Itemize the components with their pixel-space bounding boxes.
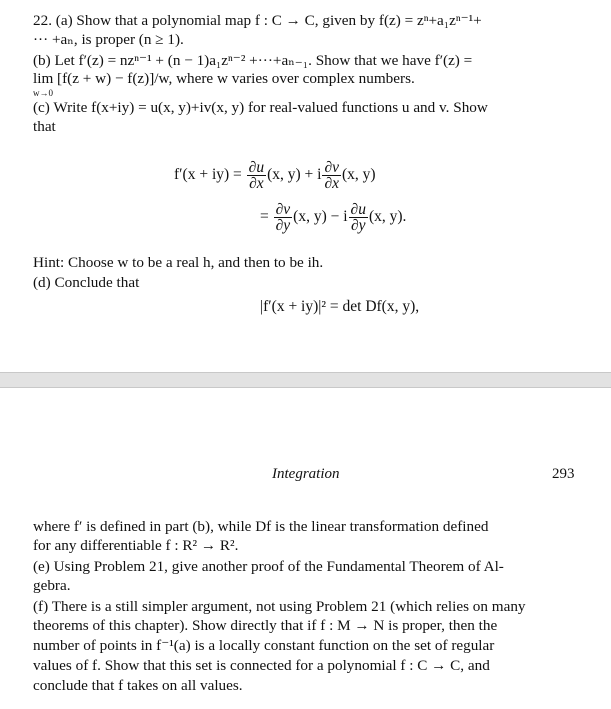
- frac-dv-dx: [322, 160, 341, 191]
- eq1-lhs: f′(x + iy) =: [174, 166, 242, 184]
- frac-du-dy-den: ∂y: [350, 217, 366, 234]
- equation-1: [174, 160, 376, 191]
- frac-dv-dx-num: ∂v: [324, 159, 340, 176]
- problem-22c-line2: that: [33, 118, 56, 135]
- eq1-end: (x, y): [342, 166, 376, 184]
- problem-22f-line4: values of f. Show that this set is connected for a polynomial f : C → C, and: [33, 657, 490, 674]
- bottom-line1: where f′ is defined in part (b), while Df is the linear transformation defined: [33, 518, 489, 535]
- eq1-mid: (x, y) + i: [267, 166, 322, 184]
- frac-dv-dx-den: ∂x: [324, 175, 340, 192]
- problem-22d-line1: (d) Conclude that: [33, 274, 140, 291]
- problem-22e-line1: (e) Using Problem 21, give another proof of the Fundamental Theorem of Al-: [33, 558, 504, 575]
- frac-dv-dy-num: ∂v: [275, 201, 291, 218]
- eq2-end: (x, y).: [368, 208, 407, 226]
- problem-22e-line2: gebra.: [33, 577, 71, 594]
- equation-2: [260, 202, 406, 233]
- frac-du-dx: [247, 160, 266, 191]
- frac-du-dx-den: ∂x: [249, 175, 264, 192]
- problem-22f-line5: conclude that f takes on all values.: [33, 677, 243, 694]
- problem-22f-line3: number of points in f⁻¹(a) is a locally constant function on the set of regular: [33, 637, 495, 654]
- problem-22b-line2: lim [f(z + w) − f(z)]/w, where w varies over complex numbers.: [33, 70, 415, 87]
- problem-22c-line1: (c) Write f(x+iy) = u(x, y)+iv(x, y) for real-valued functions u and v. Show: [33, 99, 488, 116]
- limit-subscript: w→0: [33, 88, 53, 98]
- equation-3: |f′(x + iy)|² = det Df(x, y),: [260, 298, 420, 315]
- page-number: 293: [552, 466, 575, 482]
- frac-dv-dy-den: ∂y: [275, 217, 291, 234]
- bottom-line2: for any differentiable f : R² → R².: [33, 537, 239, 554]
- hint-text: Hint: Choose w to be a real h, and then to be ih.: [33, 254, 324, 271]
- frac-du-dy-num: ∂u: [350, 201, 366, 218]
- problem-22f-line1: (f) There is a still simpler argument, not using Problem 21 (which relies on many: [33, 598, 526, 615]
- problem-22a-line2: ··· +aₙ, is proper (n ≥ 1).: [33, 31, 184, 48]
- eq2-lhs: =: [260, 208, 269, 226]
- frac-dv-dy: [274, 202, 293, 233]
- frac-du-dx-num: ∂u: [248, 159, 265, 176]
- problem-22f-line2: theorems of this chapter). Show directly that if f : M → N is proper, then the: [33, 617, 498, 634]
- page-divider: [0, 372, 611, 388]
- problem-22b-line1: (b) Let f′(z) = nzⁿ⁻¹ + (n − 1)a₁zⁿ⁻² +···+aₙ₋₁. Show that we have f′(z) =: [33, 52, 473, 69]
- frac-du-dy: [349, 202, 368, 233]
- eq2-mid: (x, y) − i: [293, 208, 348, 226]
- problem-22a-line1: 22. (a) Show that a polynomial map f : C → C, given by f(z) = zⁿ+a₁zⁿ⁻¹+: [33, 12, 482, 29]
- running-header-title: Integration: [272, 466, 340, 482]
